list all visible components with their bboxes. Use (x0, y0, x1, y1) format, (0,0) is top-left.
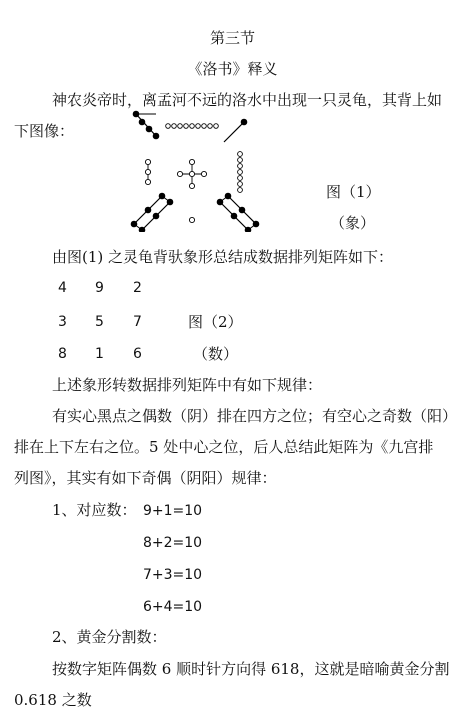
paragraph-1-line-2: 下图像： (14, 122, 75, 140)
lo-shu-8-filled-dots (131, 193, 174, 232)
rule-1-equation: 9+1=10 (143, 503, 203, 519)
rule-1-equation: 6+4=10 (143, 599, 203, 615)
paragraph-4-line-2: 排在上下左右之位。5 处中心之位，后人总结此矩阵为《九宫排 (14, 438, 434, 456)
matrix-cell: 4 (58, 280, 67, 296)
lo-shu-3-hollow-dots (145, 159, 150, 184)
matrix-cell: 8 (58, 346, 67, 362)
rule-1-label: 1、对应数： (52, 501, 137, 519)
figure-1-caption: （象） (330, 214, 376, 232)
lo-shu-7-hollow-dots (238, 152, 243, 193)
paragraph-3: 上述象形转数据排列矩阵中有如下规律： (52, 376, 323, 394)
subtitle: 《洛书》释义 (187, 60, 278, 78)
paragraph-5-line-1: 按数字矩阵偶数 6 顺时针方向得 618，这就是暗喻黄金分割 (52, 660, 450, 678)
lo-shu-2-filled-dots (224, 119, 247, 142)
lo-shu-diagram (128, 108, 260, 232)
lo-shu-1-hollow-dot (189, 217, 194, 222)
figure-1-label: 图（1） (326, 183, 381, 201)
matrix-cell: 9 (95, 280, 104, 296)
rule-2-label: 2、黄金分割数： (52, 628, 167, 646)
matrix-cell: 2 (133, 280, 142, 296)
lo-shu-9-hollow-dots (166, 124, 219, 129)
section-title: 第三节 (209, 29, 255, 47)
matrix-cell: 6 (133, 346, 142, 362)
paragraph-4-line-3: 列图》，其实有如下奇偶（阴阳）规律： (14, 469, 277, 487)
matrix-cell: 3 (58, 314, 67, 330)
rule-1-equation: 7+3=10 (143, 567, 203, 583)
lo-shu-6-filled-dots (217, 193, 260, 232)
paragraph-4-line-1: 有实心黑点之偶数（阴）排在四方之位；有空心之奇数（阳） (52, 407, 458, 425)
paragraph-5-line-2: 0.618 之数 (14, 691, 92, 709)
figure-2-caption: （数） (193, 345, 239, 363)
matrix-cell: 7 (133, 314, 142, 330)
lo-shu-4-filled-dots (133, 111, 160, 140)
lo-shu-5-center-hollow-dots (177, 159, 206, 188)
paragraph-2: 由图(1) 之灵龟背驮象形总结成数据排列矩阵如下： (52, 248, 394, 266)
matrix-cell: 1 (95, 346, 104, 362)
matrix-cell: 5 (95, 314, 104, 330)
rule-1-equation: 8+2=10 (143, 535, 203, 551)
paragraph-1-line-1: 神农炎帝时，离孟河不远的洛水中出现一只灵龟，其背上如 (52, 91, 443, 109)
figure-2-label: 图（2） (188, 313, 243, 331)
